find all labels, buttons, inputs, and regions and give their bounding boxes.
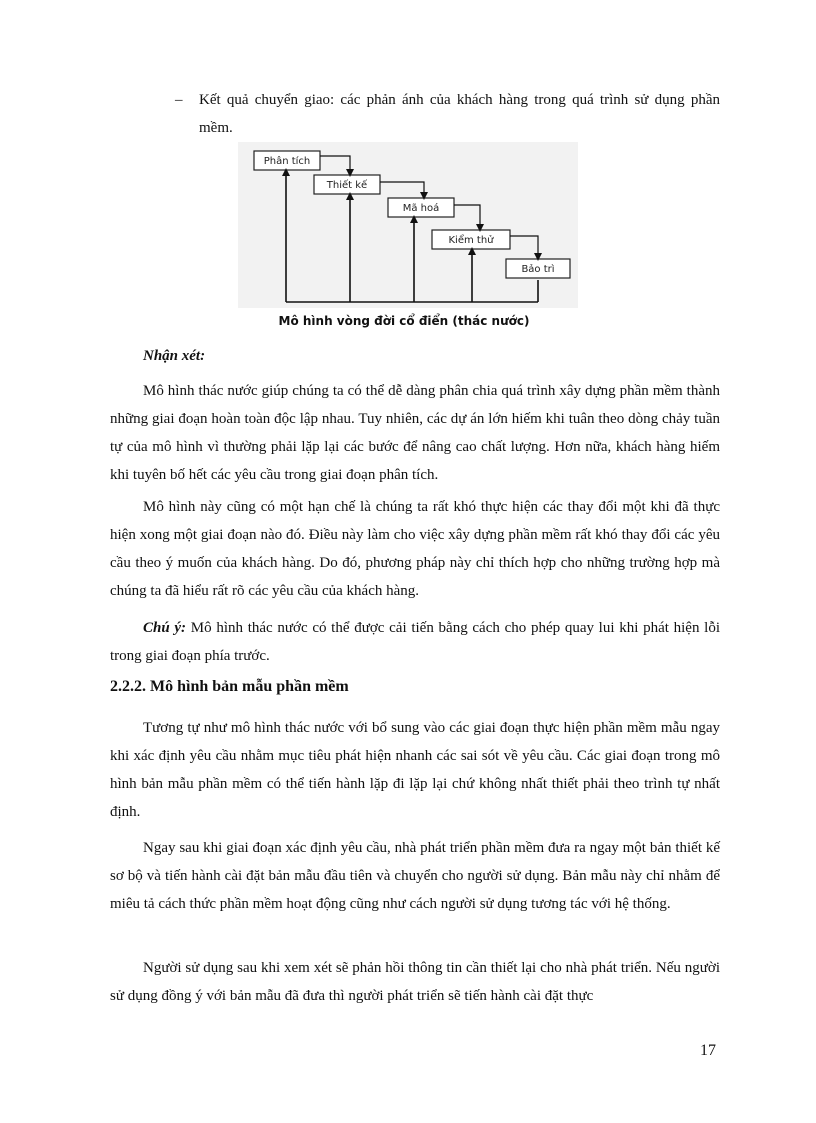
waterfall-diagram [238,142,578,332]
stage-label-testing: Kiểm thử [448,235,494,246]
note-text: Mô hình thác nước có thể được cải tiến bằng cách cho phép quay lui khi phát hiện lỗi trong giai đoạn phía trước. [110,620,721,664]
bullet-text: Kết quả chuyển giao: các phản ánh của khách hàng trong quá trình sử dụng phần mềm. [199,92,720,136]
stage-box-testing [432,230,510,249]
page-number: 17 [700,1042,716,1059]
section-paragraph-1: Tương tự như mô hình thác nước với bổ sung vào các giai đoạn thực hiện phần mềm mẫu ngay khi xác định yêu cầu nhằm mục tiêu phát hiện nhanh các sai sót về yêu cầu. Các giai đoạn trong mô hình bản mẫu phần mềm có thể tiến hành lặp đi lặp lại chứ không nhất thiết phải theo trình tự nhất định. [110,720,720,820]
stage-label-maintenance: Bảo trì [521,264,555,275]
section-paragraph-2: Ngay sau khi giai đoạn xác định yêu cầu, nhà phát triển phần mềm đưa ra ngay một bản thiết kế sơ bộ và tiến hành cài đặt bản mẫu đầu tiên và chuyển cho người sử dụng. Bản mẫu này chỉ nhằm để miêu tả cách thức phần mềm hoạt động cũng như cách người sử dụng tương tác với hệ thống. [110,840,720,912]
figure-caption: Mô hình vòng đời cổ điển (thác nước) [278,314,530,328]
bullet-item [175,86,720,142]
remark-label: Nhận xét: [143,348,206,364]
stage-label-coding: Mã hoá [402,203,440,214]
stage-box-maintenance [506,259,570,278]
note-label: Chú ý: [143,620,187,636]
waterfall-figure [238,142,578,332]
stage-label-design: Thiết kế [326,180,368,191]
stage-box-coding [388,198,454,217]
remark-paragraph-1: Mô hình thác nước giúp chúng ta có thể dễ dàng phân chia quá trình xây dựng phần mềm thành những giai đoạn hoàn toàn độc lập nhau. Tuy nhiên, các dự án lớn hiếm khi tuân theo dòng chảy tuần tự của mô hình vì thường phải lặp lại các bước để nâng cao chất lượng. Hơn nữa, khách hàng hiếm khi tuyên bố hết các yêu cầu trong giai đoạn phân tích. [110,383,720,483]
stage-box-design [314,175,380,194]
stage-label-analysis: Phân tích [263,156,311,167]
remark-label-line [110,342,720,370]
section-heading: 2.2.2. Mô hình bản mẫu phần mềm [110,678,349,695]
note-paragraph [110,614,720,670]
section-paragraph-3: Người sử dụng sau khi xem xét sẽ phản hồi thông tin cần thiết lại cho nhà phát triển. Nếu người sử dụng đồng ý với bản mẫu đã đưa thì người phát triển sẽ tiến hành cài đặt thực [110,960,720,1004]
stage-box-analysis [254,151,320,170]
remark-paragraph-2: Mô hình này cũng có một hạn chế là chúng ta rất khó thực hiện các thay đổi một khi đã thực hiện xong một giai đoạn nào đó. Điều này làm cho việc xây dựng phần mềm rất khó thay đổi các yêu cầu theo ý muốn của khách hàng. Do đó, phương pháp này chỉ thích hợp cho những trường hợp mà chúng ta đã hiểu rất rõ các yêu cầu của khách hàng. [110,499,720,599]
bullet-dash: – [175,92,183,108]
